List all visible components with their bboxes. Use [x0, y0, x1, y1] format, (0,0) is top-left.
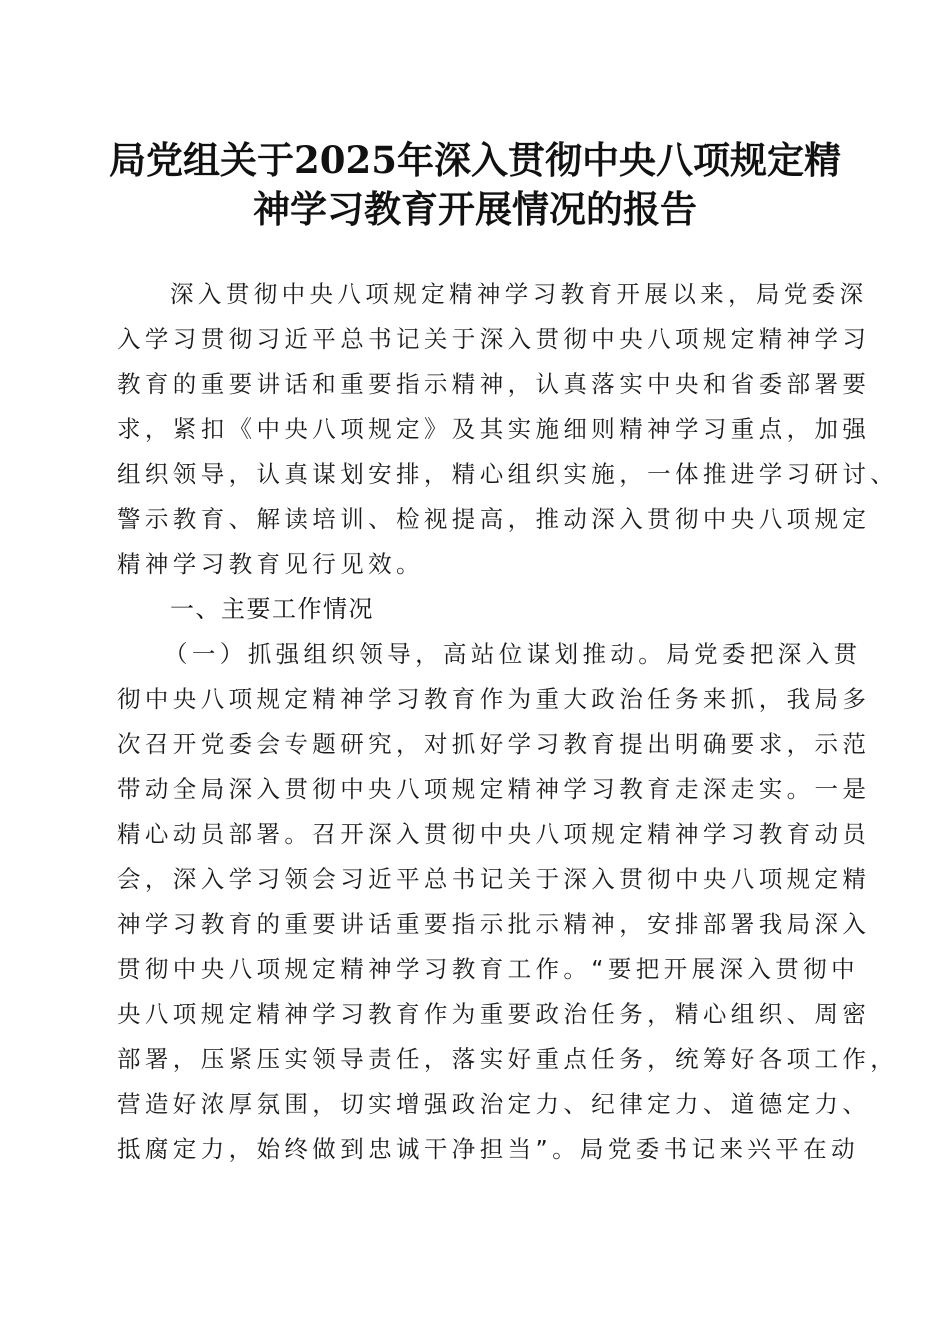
paragraph-line: 部署，压紧压实领导责任，落实好重点任务，统筹好各项工作，	[117, 1045, 899, 1073]
document-title	[100, 136, 850, 234]
paragraph-line: 组织领导，认真谋划安排，精心组织实施，一体推进学习研讨、	[117, 460, 899, 488]
paragraph-line: （一）抓强组织领导，高站位谋划推动。局党委把深入贯	[164, 640, 862, 668]
paragraph-line: 深入贯彻中央八项规定精神学习教育开展以来，局党委深	[170, 280, 868, 308]
title-line-2: 神学习教育开展情况的报告	[253, 187, 697, 231]
title-line-1: 局党组关于2025年深入贯彻中央八项规定精	[109, 138, 841, 182]
paragraph-line: 营造好浓厚氛围，切实增强政治定力、纪律定力、道德定力、	[117, 1090, 871, 1118]
paragraph-line: 精心动员部署。召开深入贯彻中央八项规定精神学习教育动员	[117, 820, 871, 848]
paragraph-line: 贯彻中央八项规定精神学习教育工作。“要把开展深入贯彻中	[117, 955, 859, 983]
paragraph-line: 神学习教育的重要讲话重要指示批示精神，安排部署我局深入	[117, 910, 871, 938]
paragraph-line: 警示教育、解读培训、检视提高，推动深入贯彻中央八项规定	[117, 505, 871, 533]
paragraph-line: 入学习贯彻习近平总书记关于深入贯彻中央八项规定精神学习	[117, 325, 871, 353]
paragraph-line: 会，深入学习领会习近平总书记关于深入贯彻中央八项规定精	[117, 865, 871, 893]
paragraph-line: 央八项规定精神学习教育作为重要政治任务，精心组织、周密	[117, 1000, 871, 1028]
paragraph-line: 抵腐定力，始终做到忠诚干净担当”。局党委书记来兴平在动	[117, 1135, 859, 1163]
paragraph-line: 教育的重要讲话和重要指示精神，认真落实中央和省委部署要	[117, 370, 871, 398]
paragraph-line: 精神学习教育见行见效。	[117, 550, 424, 578]
paragraph-line: 次召开党委会专题研究，对抓好学习教育提出明确要求，示范	[117, 730, 871, 758]
document-body	[117, 272, 899, 1172]
paragraph-line: 求，紧扣《中央八项规定》及其实施细则精神学习重点，加强	[117, 415, 871, 443]
paragraph-line: 带动全局深入贯彻中央八项规定精神学习教育走深走实。一是	[117, 775, 871, 803]
section-heading: 一、主要工作情况	[170, 595, 374, 623]
paragraph-line: 彻中央八项规定精神学习教育作为重大政治任务来抓，我局多	[117, 685, 871, 713]
